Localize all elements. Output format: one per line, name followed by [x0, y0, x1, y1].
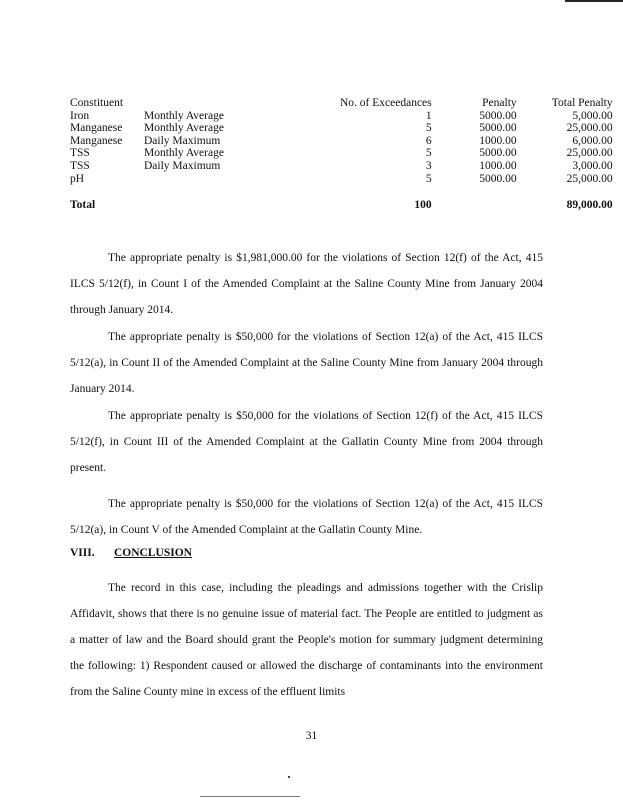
- paragraph-count-1: The appropriate penalty is $1,981,000.00 for the violations of Section 12(f) of the Act, 415 ILCS 5/12(f), in Count I of the Amended Complaint at the Saline County Mine from January 2004 through January 2014.: [70, 252, 543, 316]
- cell-exceedances: 6: [425, 134, 432, 147]
- cell-type: Monthly Average: [144, 122, 224, 135]
- penalty-table: [70, 97, 613, 212]
- page-number: 31: [305, 730, 318, 742]
- cell-exceedances: 3: [425, 159, 432, 172]
- table-row: [70, 135, 613, 148]
- total-penalty-amount: 89,000.00: [566, 199, 613, 212]
- header-total-penalty: Total Penalty: [551, 97, 613, 109]
- cell-penalty: 5000.00: [479, 109, 517, 122]
- conclusion-paragraph: The record in this case, including the pleadings and admissions together with the Crislip Affidavit, shows that there is no genuine issue of material fact. The People are entitled to judgment as a matter of law and the Board should grant the People's motion for summary judgment determining the following: 1) Respondent caused or allowed the discharge of contaminants into the environment from the Saline County mine in excess of the effluent limits: [70, 582, 543, 698]
- total-exceedances: 100: [414, 199, 432, 212]
- cell-penalty: 1000.00: [479, 134, 517, 147]
- cell-type: Daily Maximum: [144, 134, 221, 147]
- header-constituent: Constituent: [70, 97, 124, 109]
- cell-total-penalty: 25,000.00: [566, 147, 613, 160]
- cell-exceedances: 1: [425, 109, 432, 122]
- cell-penalty: 5000.00: [479, 172, 517, 185]
- cell-total-penalty: 25,000.00: [566, 172, 613, 185]
- table-row: [70, 122, 613, 135]
- bottom-edge-mark: [200, 796, 300, 797]
- cell-type: [144, 173, 272, 186]
- table-total-row: [70, 199, 613, 212]
- paragraph-count-2: The appropriate penalty is $50,000 for the violations of Section 12(a) of the Act, 415 ILCS 5/12(a), in Count II of the Amended Complaint at the Saline County Mine from January 2004 through January 2014.: [70, 331, 543, 395]
- cell-total-penalty: 25,000.00: [566, 122, 613, 135]
- cell-constituent: TSS: [70, 147, 90, 160]
- table-row: [70, 147, 613, 160]
- section-heading: [70, 547, 192, 559]
- cell-penalty: 1000.00: [479, 159, 517, 172]
- cell-penalty: 5000.00: [479, 122, 517, 135]
- paragraph-count-5: The appropriate penalty is $50,000 for the violations of Section 12(a) of the Act, 415 ILCS 5/12(a), in Count V of the Amended Complaint at the Gallatin County Mine.: [70, 498, 543, 536]
- header-penalty: Penalty: [482, 97, 517, 109]
- cell-exceedances: 5: [425, 172, 432, 185]
- cell-total-penalty: 3,000.00: [572, 159, 613, 172]
- section-number: VIII.: [70, 547, 95, 559]
- cell-type: Monthly Average: [144, 109, 224, 122]
- cell-total-penalty: 5,000.00: [572, 109, 613, 122]
- section-title: CONCLUSION: [114, 547, 192, 559]
- cell-exceedances: 5: [425, 147, 432, 160]
- total-empty: [144, 199, 272, 212]
- header-exceedances-label: No. of Exceedances: [340, 97, 432, 109]
- header-type: [144, 97, 272, 110]
- cell-constituent: Iron: [70, 109, 90, 122]
- cell-constituent: TSS: [70, 159, 90, 172]
- cell-type: Daily Maximum: [144, 159, 221, 172]
- cell-constituent: Manganese: [70, 134, 123, 147]
- total-penalty-empty: [432, 199, 517, 212]
- total-label: Total: [70, 199, 96, 212]
- cell-total-penalty: 6,000.00: [572, 134, 613, 147]
- table-row: [70, 160, 613, 173]
- cell-exceedances: 5: [425, 122, 432, 135]
- paragraph-count-3: The appropriate penalty is $50,000 for the violations of Section 12(f) of the Act, 415 ILCS 5/12(f), in Count III of the Amended Complaint at the Gallatin County Mine from 2004 through present.: [70, 410, 543, 474]
- cell-constituent: pH: [70, 172, 85, 185]
- header-exceedances: [272, 97, 432, 110]
- table-header-row: [70, 97, 613, 110]
- table-row: [70, 110, 613, 123]
- cell-constituent: Manganese: [70, 122, 123, 135]
- top-edge-mark: [565, 0, 623, 2]
- table-row: [70, 173, 613, 186]
- cell-type: Monthly Average: [144, 147, 224, 160]
- scan-speck: [288, 776, 290, 778]
- cell-penalty: 5000.00: [479, 147, 517, 160]
- table-spacer: [70, 185, 613, 199]
